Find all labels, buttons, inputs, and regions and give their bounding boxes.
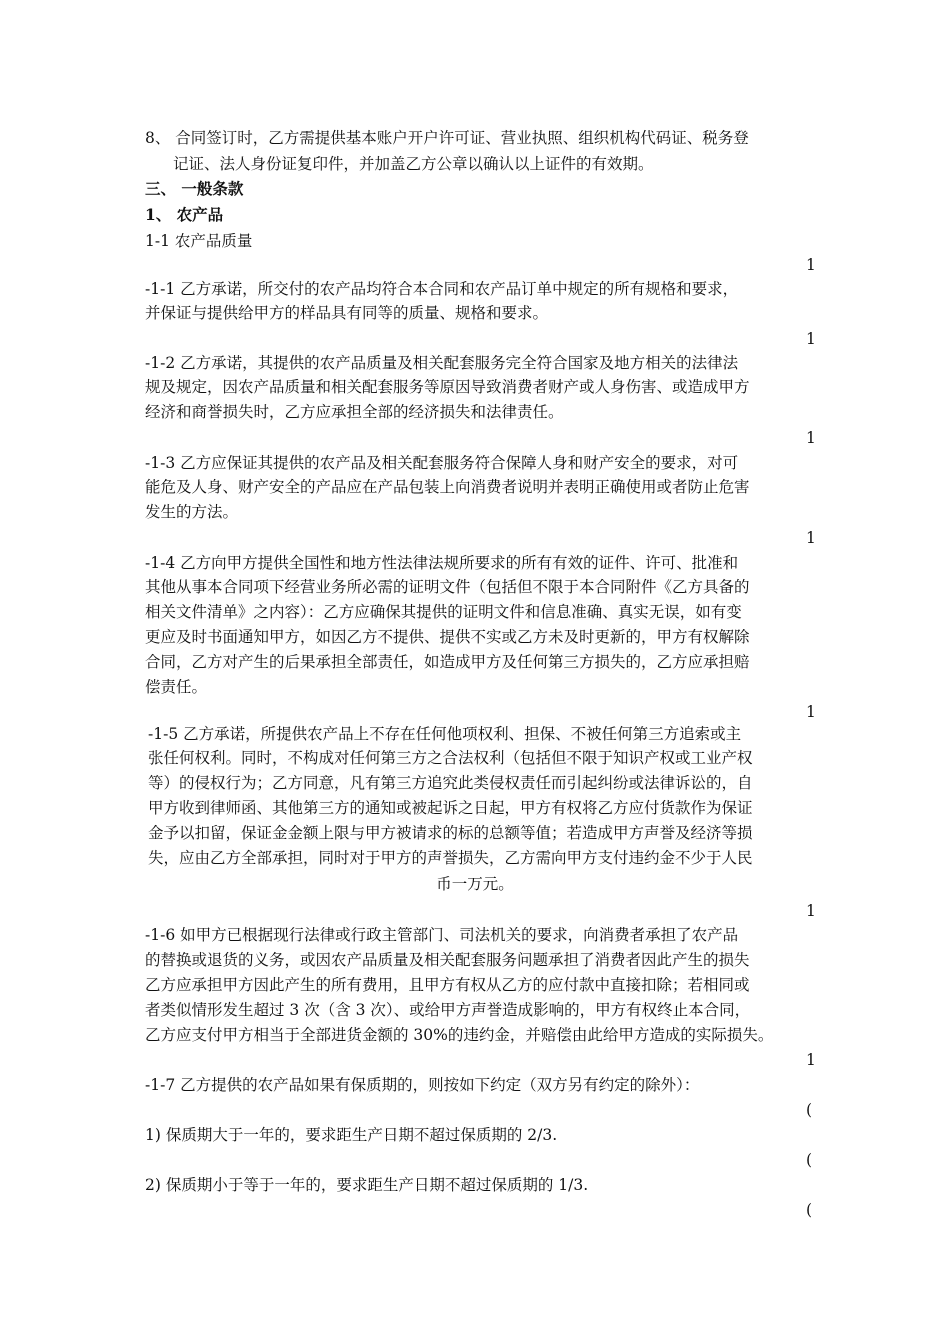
clause-line: 乙方应支付甲方相当于全部进货金额的 30%的违约金，并赔偿由此给甲方造成的实际损失。 — [145, 1026, 774, 1044]
clause-line: 的替换或退货的义务，或因农产品质量及相关配套服务问题承担了消费者因此产生的损失 — [145, 951, 750, 969]
clause-line: 相关文件清单》之内容）：乙方应确保其提供的证明文件和信息准确、真实无误，如有变 — [145, 603, 742, 621]
clause-line: 更应及时书面通知甲方，如因乙方不提供、提供不实或乙方未及时更新的，甲方有权解除 — [145, 628, 750, 646]
clause-line: -1-7 乙方提供的农产品如果有保质期的，则按如下约定（双方另有约定的除外）： — [145, 1076, 700, 1094]
item8-line1: 8、 合同签订时，乙方需提供基本账户开户许可证、营业执照、组织机构代码证、税务登 — [145, 129, 749, 147]
clause-line: 经济和商誉损失时，乙方应承担全部的经济损失和法律责任。 — [145, 403, 564, 421]
sub1-heading: 1、 农产品 — [145, 205, 224, 224]
clause-marker: 1 — [806, 902, 816, 920]
clause-line: -1-2 乙方承诺，其提供的农产品质量及相关配套服务完全符合国家及地方相关的法律法 — [145, 354, 739, 372]
clause-line: 失，应由乙方全部承担，同时对于甲方的声誉损失，乙方需向甲方支付违约金不少于人民 — [148, 849, 753, 867]
clause-line: -1-3 乙方应保证其提供的农产品及相关配套服务符合保障人身和财产安全的要求，对可 — [145, 454, 739, 472]
clause-marker: 1 — [806, 330, 816, 348]
clause-marker: 1 — [806, 529, 816, 547]
clause-line: 其他从事本合同项下经营业务所必需的证明文件（包括但不限于本合同附件《乙方具备的 — [145, 578, 750, 596]
clause-marker: 1 — [806, 1051, 816, 1069]
clause-line: -1-1 乙方承诺，所交付的农产品均符合本合同和农产品订单中规定的所有规格和要求， — [145, 280, 739, 298]
clause-tail: 币一万元。 — [436, 875, 514, 893]
clause-line: 规及规定，因农产品质量和相关配套服务等原因导致消费者财产或人身伤害、或造成甲方 — [145, 378, 750, 396]
clause-line: 并保证与提供给甲方的样品具有同等的质量、规格和要求。 — [145, 304, 549, 322]
clause-line: 合同，乙方对产生的后果承担全部责任，如造成甲方及任何第三方损失的，乙方应承担赔 — [145, 653, 750, 671]
clause-line: 发生的方法。 — [145, 503, 239, 521]
clause-marker: 1 — [806, 256, 816, 274]
clause-line: 张任何权利。同时，不构成对任何第三方之合法权利（包括但不限于知识产权或工业产权 — [148, 749, 753, 767]
list-marker: ( — [806, 1151, 813, 1169]
clause-marker: 1 — [806, 429, 816, 447]
clause-line: -1-4 乙方向甲方提供全国性和地方性法律法规所要求的所有有效的证件、许可、批准和 — [145, 554, 739, 572]
clause-line: 甲方收到律师函、其他第三方的通知或被起诉之日起，甲方有权将乙方应付货款作为保证 — [148, 799, 753, 817]
section3-heading: 三、 一般条款 — [145, 179, 244, 198]
list-marker: ( — [806, 1201, 813, 1219]
clause-marker: 1 — [806, 703, 816, 721]
item8-line2: 记证、法人身份证复印件，并加盖乙方公章以确认以上证件的有效期。 — [173, 155, 654, 173]
clause-line: 能危及人身、财产安全的产品应在产品包装上向消费者说明并表明正确使用或者防止危害 — [145, 478, 750, 496]
sub1-1-heading: 1-1 农产品质量 — [145, 232, 253, 250]
list-marker: ( — [806, 1101, 813, 1119]
clause-line: 乙方应承担甲方因此产生的所有费用，且甲方有权从乙方的应付款中直接扣除；若相同或 — [145, 976, 750, 994]
list-item: 1) 保质期大于一年的，要求距生产日期不超过保质期的 2/3. — [145, 1126, 558, 1144]
clause-line: -1-5 乙方承诺，所提供农产品上不存在任何他项权利、担保、不被任何第三方追索或主 — [148, 725, 742, 743]
clause-line: -1-6 如甲方已根据现行法律或行政主管部门、司法机关的要求，向消费者承担了农产品 — [145, 926, 739, 944]
clause-line: 等）的侵权行为；乙方同意，凡有第三方追究此类侵权责任而引起纠纷或法律诉讼的，自 — [148, 774, 753, 792]
clause-line: 者类似情形发生超过 3 次（含 3 次）、或给甲方声誉造成影响的，甲方有权终止本合同， — [145, 1001, 751, 1019]
list-item: 2) 保质期小于等于一年的，要求距生产日期不超过保质期的 1/3. — [145, 1176, 589, 1194]
clause-line: 金予以扣留，保证金金额上限与甲方被请求的标的总额等值；若造成甲方声誉及经济等损 — [148, 824, 753, 842]
clause-line: 偿责任。 — [145, 678, 208, 696]
